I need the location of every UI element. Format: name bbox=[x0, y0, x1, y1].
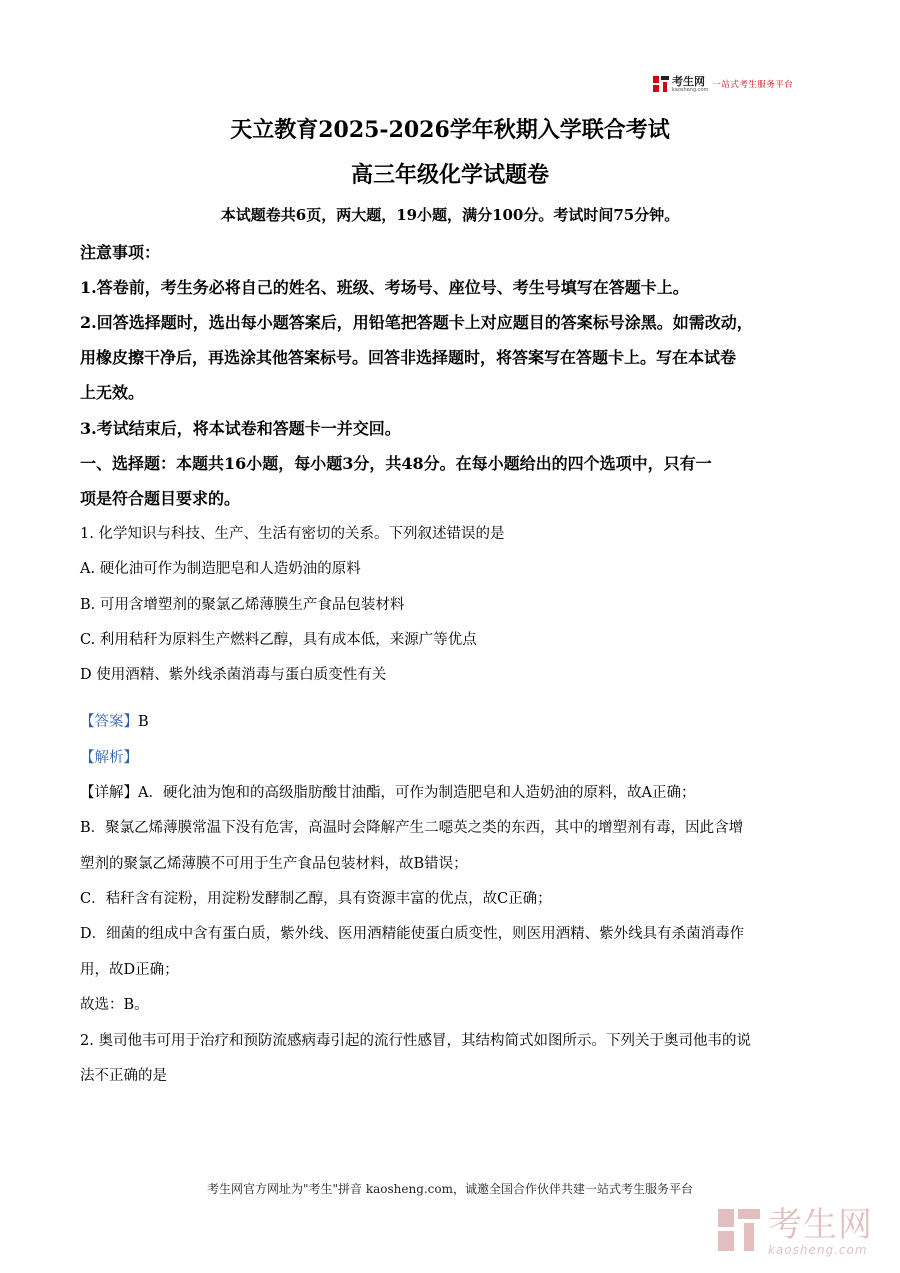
answer-value: B bbox=[138, 714, 149, 730]
exam-subtitle: 高三年级化学试题卷 bbox=[350, 162, 549, 188]
q1-detail-4-line-2: 用，故D正确； bbox=[80, 962, 179, 978]
q1-detail-2-line-1: B．聚氯乙烯薄膜常温下没有危害，高温时会降解产生二噁英之类的东西，其中的增塑剂有毒，因此含增 bbox=[80, 820, 744, 836]
q1-option-a: A. 硬化油可作为制造肥皂和人造奶油的原料 bbox=[80, 561, 361, 577]
logo-slogan: 一站式考生服务平台 bbox=[712, 80, 794, 90]
section1-heading-line-2: 项是符合题目要求的。 bbox=[80, 489, 241, 508]
q1-conclusion: 故选：B。 bbox=[80, 997, 149, 1013]
q1-stem: 1. 化学知识与科技、生产、生活有密切的关系。下列叙述错误的是 bbox=[80, 526, 505, 542]
watermark-domain: kaosheng.com bbox=[768, 1243, 868, 1257]
notice-item-1: 1.答卷前，考生务必将自己的姓名、班级、考场号、座位号、考生号填写在答题卡上。 bbox=[80, 278, 689, 297]
q1-detail-1: 【详解】A．硬化油为饱和的高级脂肪酸甘油酯，可作为制造肥皂和人造奶油的原料，故A正确； bbox=[80, 785, 696, 801]
q2-stem-line-2: 法不正确的是 bbox=[80, 1068, 167, 1084]
q2-stem-line-1: 2. 奥司他韦可用于治疗和预防流感病毒引起的流行性感冒，其结构简式如图所示。下列关于奥司他韦的说 bbox=[80, 1033, 751, 1049]
page-footer: 考生网官方网址为"考生"拼音 kaosheng.com，诚邀全国合作伙伴共建一站式考生服务平台 bbox=[206, 1182, 694, 1196]
notice-item-2-line-2: 用橡皮擦干净后，再选涂其他答案标号。回答非选择题时，将答案写在答题卡上。写在本试卷 bbox=[80, 348, 737, 367]
q1-analysis-label: 【解析】 bbox=[80, 750, 138, 766]
kaosheng-logo-icon bbox=[652, 75, 670, 93]
watermark-name: 考生网 bbox=[768, 1205, 873, 1245]
q1-detail-4-line-1: D．细菌的组成中含有蛋白质，紫外线、医用酒精能使蛋白质变性，则医用酒精、紫外线具有杀菌消毒作 bbox=[80, 926, 745, 942]
notice-item-3: 3.考试结束后，将本试卷和答题卡一并交回。 bbox=[80, 419, 401, 438]
section1-heading-line-1: 一、选择题：本题共16小题，每小题3分，共48分。在每小题给出的四个选项中，只有一 bbox=[80, 454, 712, 473]
q1-option-d: D 使用酒精、紫外线杀菌消毒与蛋白质变性有关 bbox=[80, 667, 387, 683]
exam-meta: 本试题卷共6页，两大题，19小题，满分100分。考试时间75分钟。 bbox=[220, 206, 680, 224]
q1-answer bbox=[80, 710, 825, 731]
q1-detail-2-line-2: 塑剂的聚氯乙烯薄膜不可用于生产食品包装材料，故B错误； bbox=[80, 856, 468, 872]
answer-label: 【答案】 bbox=[80, 714, 138, 730]
exam-title: 天立教育2025-2026学年秋期入学联合考试 bbox=[230, 117, 670, 143]
q1-detail-3: C．秸秆含有淀粉，用淀粉发酵制乙醇，具有资源丰富的优点，故C正确； bbox=[80, 891, 552, 907]
q1-option-c: C. 利用秸秆为原料生产燃料乙醇，具有成本低，来源广等优点 bbox=[80, 632, 477, 648]
notice-item-2-line-3: 上无效。 bbox=[80, 383, 145, 402]
watermark-logo-icon bbox=[716, 1205, 762, 1259]
notice-item-2-line-1: 2.回答选择题时，选出每小题答案后，用铅笔把答题卡上对应题目的答案标号涂黑。如需改动， bbox=[80, 313, 753, 332]
logo-domain: kaosheng.com bbox=[672, 86, 709, 93]
brand-logo bbox=[652, 72, 793, 96]
notice-heading: 注意事项： bbox=[80, 243, 161, 262]
watermark bbox=[716, 1205, 873, 1259]
logo-name: 考生网 bbox=[672, 74, 705, 88]
q1-option-b: B. 可用含增塑剂的聚氯乙烯薄膜生产食品包装材料 bbox=[80, 597, 405, 613]
